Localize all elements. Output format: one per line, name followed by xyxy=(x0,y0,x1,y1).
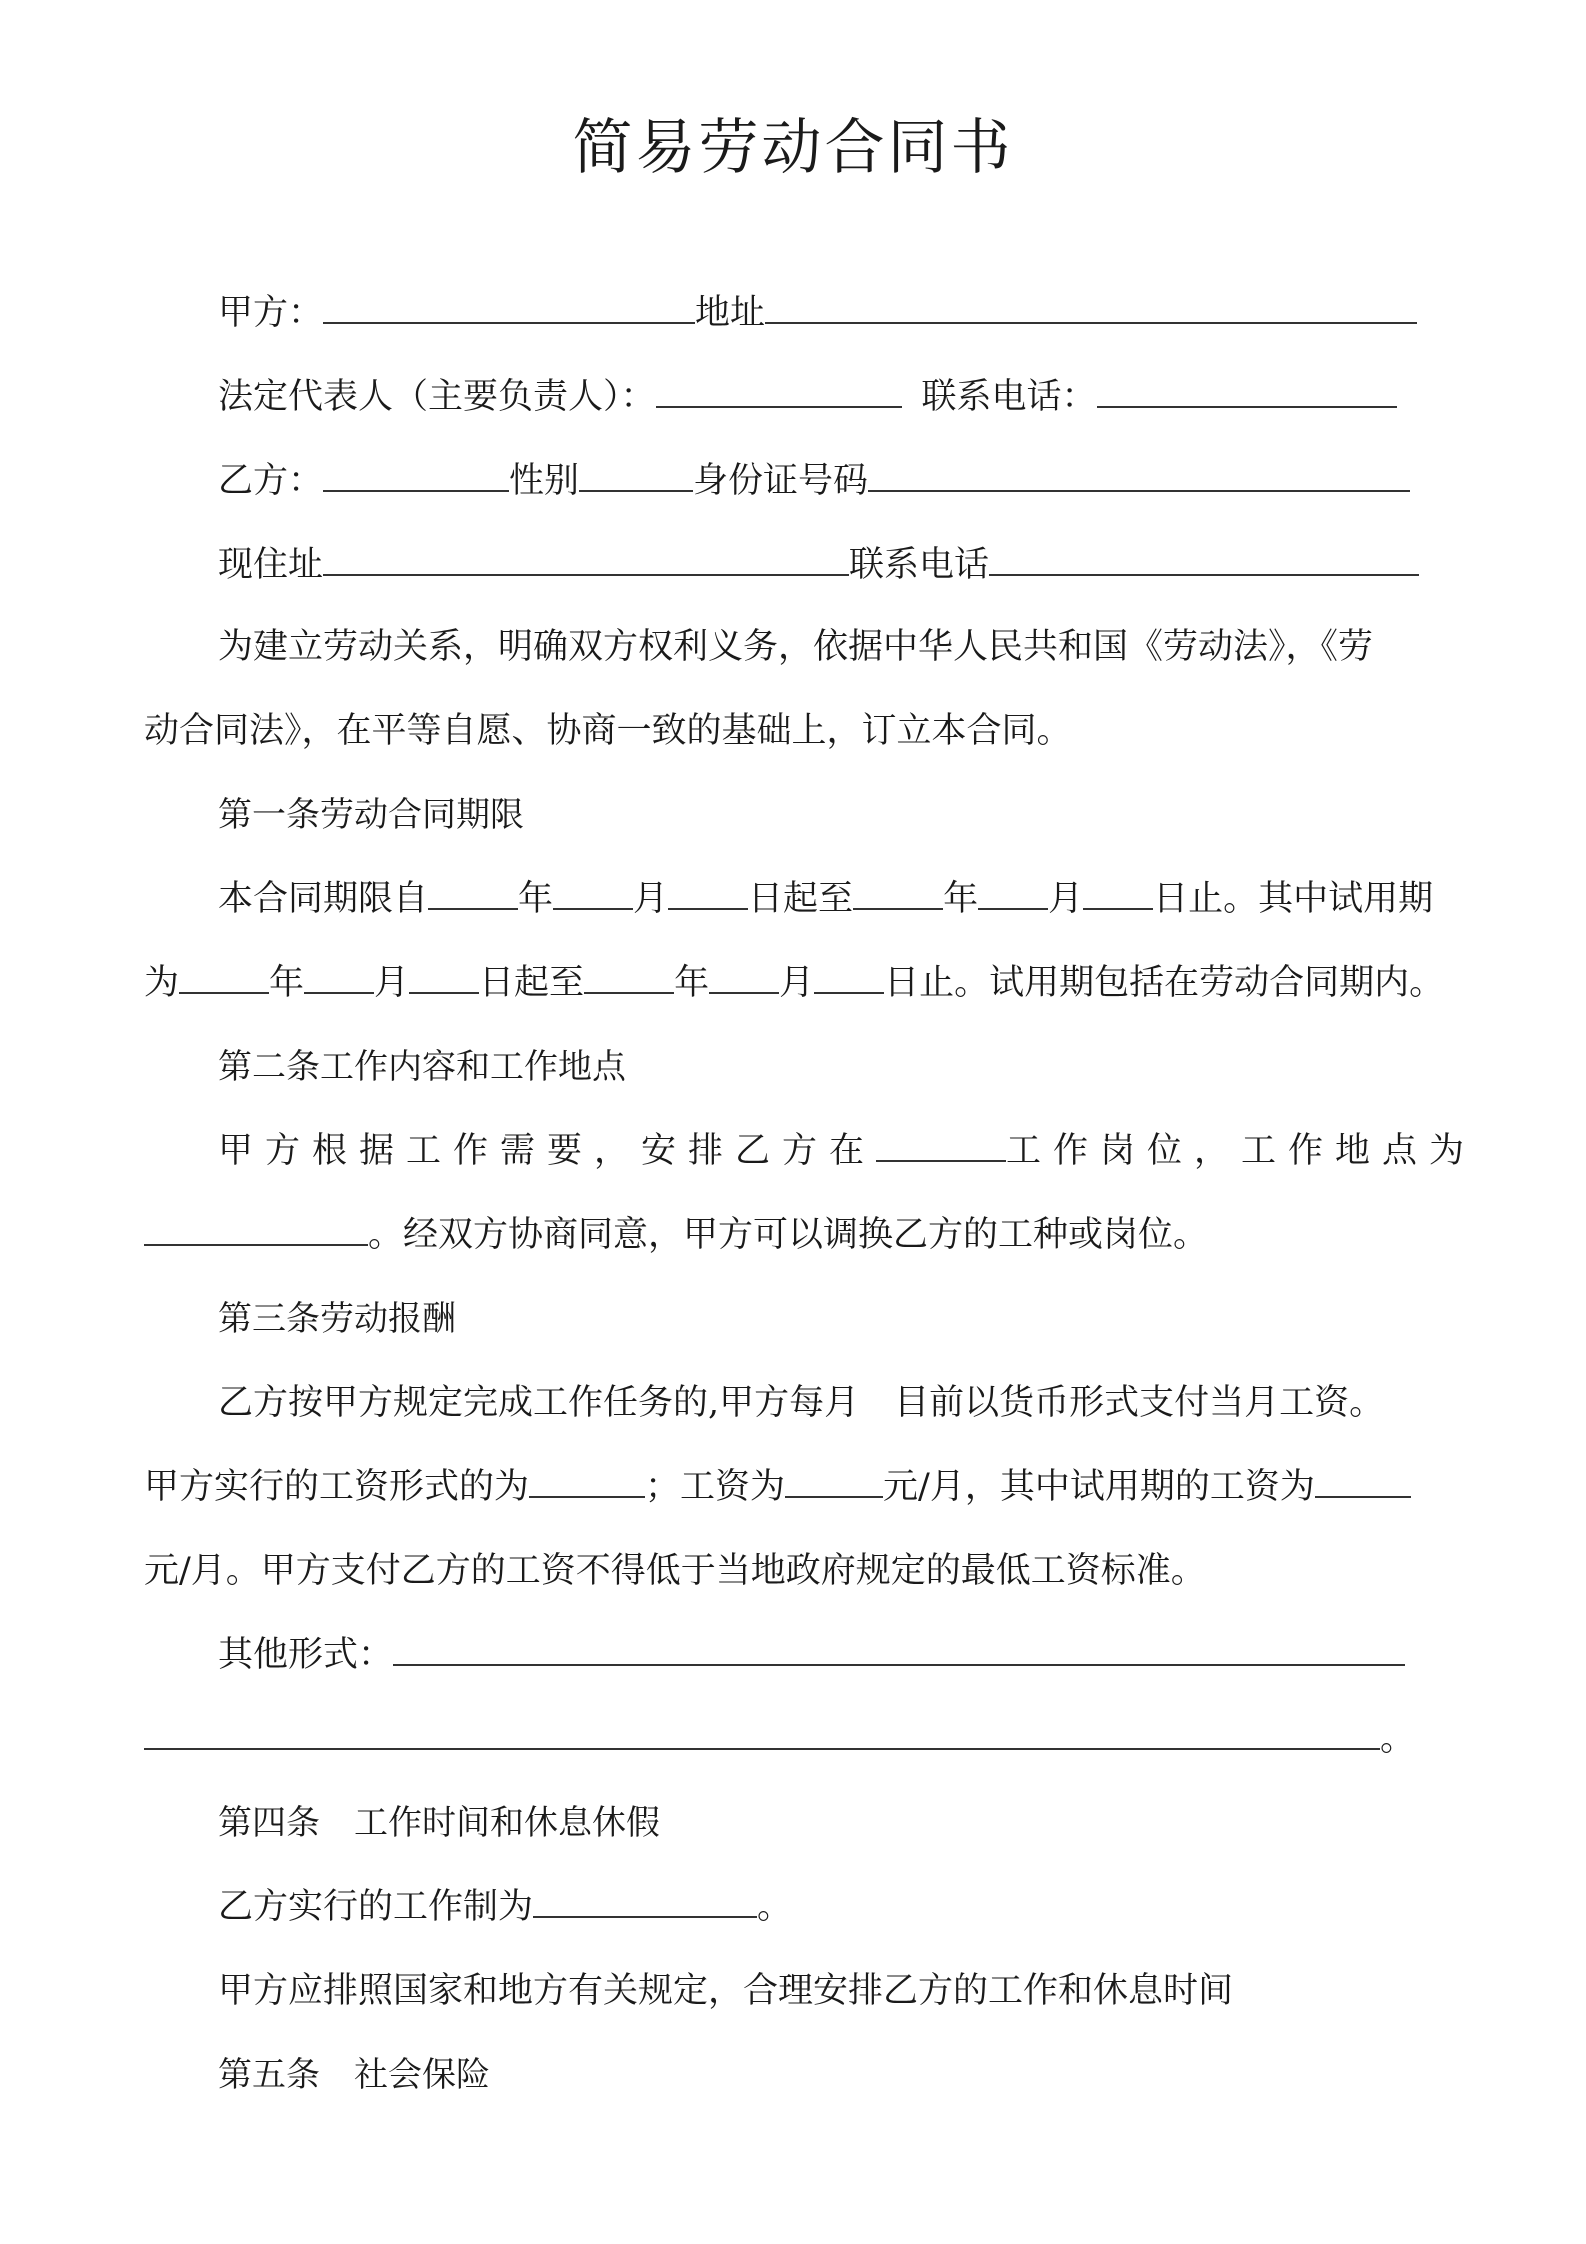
party-a-blank[interactable] xyxy=(323,288,695,324)
wage-label: ；工资为 xyxy=(645,1467,786,1507)
article-4-heading: 第四条 工作时间和休息休假 xyxy=(218,1803,660,1843)
transfer-label: 。经双方协商同意，甲方可以调换乙方的工种或岗位。 xyxy=(368,1215,1209,1255)
article-3-line-3: 元/月。甲方支付乙方的工资不得低于当地政府规定的最低工资标准。 xyxy=(144,1551,1206,1591)
article-3-other-line xyxy=(218,1630,1405,1680)
probation-end-month-blank[interactable] xyxy=(709,958,779,994)
start-year-blank[interactable] xyxy=(428,874,518,910)
gender-label: 性别 xyxy=(509,461,580,501)
phone-b-blank[interactable] xyxy=(989,540,1419,576)
end-month-blank[interactable] xyxy=(978,874,1048,910)
probation-included-label: 日止。试用期包括在劳动合同期内。 xyxy=(884,963,1445,1003)
phone-a-label: 联系电话： xyxy=(921,377,1097,417)
current-address-blank[interactable] xyxy=(323,540,849,576)
probation-wage-blank[interactable] xyxy=(1315,1462,1411,1498)
article-1-line-1 xyxy=(218,874,1433,924)
probation-label: 日止。其中试用期 xyxy=(1153,879,1434,919)
address-blank[interactable] xyxy=(765,288,1417,324)
probation-start-year-blank[interactable] xyxy=(179,958,269,994)
article-3-other-line-2 xyxy=(144,1714,1415,1764)
party-a-line xyxy=(218,288,1417,338)
id-number-label: 身份证号码 xyxy=(693,461,869,501)
month-label: 月 xyxy=(633,879,669,919)
article-2-line-1 xyxy=(218,1126,1476,1176)
day-to-label: 日起至 xyxy=(479,963,585,1003)
month-label: 月 xyxy=(1048,879,1084,919)
article-3-heading: 第三条劳动报酬 xyxy=(218,1299,456,1339)
legal-rep-line xyxy=(218,372,1397,422)
article-1-heading: 第一条劳动合同期限 xyxy=(218,795,524,835)
work-system-blank[interactable] xyxy=(533,1882,757,1918)
article-5-heading: 第五条 社会保险 xyxy=(218,2055,490,2095)
article-2-heading: 第二条工作内容和工作地点 xyxy=(218,1047,626,1087)
gender-blank[interactable] xyxy=(579,456,693,492)
article-3-line-2 xyxy=(144,1462,1411,1512)
wage-blank[interactable] xyxy=(785,1462,883,1498)
probation-start-day-blank[interactable] xyxy=(409,958,479,994)
start-month-blank[interactable] xyxy=(553,874,633,910)
year-label: 年 xyxy=(518,879,554,919)
document-title: 简易劳动合同书 xyxy=(572,113,1014,183)
party-b-blank[interactable] xyxy=(323,456,509,492)
start-day-blank[interactable] xyxy=(668,874,748,910)
article-3-line-1: 乙方按甲方规定完成工作任务的,甲方每月 目前以货币形式支付当月工资。 xyxy=(218,1383,1385,1423)
party-a-label: 甲方： xyxy=(218,293,324,333)
probation-wage-label: 元/月，其中试用期的工资为 xyxy=(883,1467,1315,1507)
current-address-line xyxy=(218,540,1419,590)
article-1-line-2 xyxy=(144,958,1444,1008)
article-2-line-2 xyxy=(144,1210,1208,1260)
probation-end-day-blank[interactable] xyxy=(814,958,884,994)
position-blank[interactable] xyxy=(876,1126,1006,1162)
phone-b-label: 联系电话 xyxy=(849,545,990,585)
end-year-blank[interactable] xyxy=(853,874,943,910)
phone-a-blank[interactable] xyxy=(1097,372,1397,408)
article-4-line-1 xyxy=(218,1882,792,1932)
term-from-label: 本合同期限自 xyxy=(218,879,429,919)
assign-label: 甲方根据工作需要，安排乙方在 xyxy=(218,1131,877,1171)
legal-rep-label: 法定代表人（主要负责人）： xyxy=(218,377,656,417)
year-label: 年 xyxy=(269,963,305,1003)
workplace-label: 工作岗位，工作地点为 xyxy=(1006,1131,1477,1171)
current-address-label: 现住址 xyxy=(218,545,324,585)
month-label: 月 xyxy=(779,963,815,1003)
for-label: 为 xyxy=(144,963,180,1003)
period-mark: 。 xyxy=(757,1887,793,1927)
workplace-blank[interactable] xyxy=(144,1210,368,1246)
work-system-label: 乙方实行的工作制为 xyxy=(218,1887,534,1927)
party-b-line xyxy=(218,456,1410,506)
legal-rep-blank[interactable] xyxy=(656,372,902,408)
other-form-blank[interactable] xyxy=(393,1630,1405,1666)
wage-form-label: 甲方实行的工资形式的为 xyxy=(144,1467,530,1507)
id-number-blank[interactable] xyxy=(868,456,1410,492)
probation-start-month-blank[interactable] xyxy=(304,958,374,994)
wage-form-blank[interactable] xyxy=(529,1462,645,1498)
month-label: 月 xyxy=(374,963,410,1003)
party-b-label: 乙方： xyxy=(218,461,324,501)
day-to-label: 日起至 xyxy=(748,879,854,919)
end-day-blank[interactable] xyxy=(1083,874,1153,910)
preamble-line-2: 动合同法》，在平等自愿、协商一致的基础上，订立本合同。 xyxy=(144,711,1072,751)
period-mark: 。 xyxy=(1380,1719,1416,1759)
other-form-blank-2[interactable] xyxy=(144,1714,1380,1750)
article-4-line-2: 甲方应排照国家和地方有关规定，合理安排乙方的工作和休息时间 xyxy=(218,1971,1234,2011)
address-label: 地址 xyxy=(695,293,766,333)
probation-end-year-blank[interactable] xyxy=(584,958,674,994)
year-label: 年 xyxy=(943,879,979,919)
preamble-line-1: 为建立劳动关系，明确双方权利义务，依据中华人民共和国《劳动法》，《劳 xyxy=(218,627,1374,667)
year-label: 年 xyxy=(674,963,710,1003)
other-form-label: 其他形式： xyxy=(218,1635,394,1675)
